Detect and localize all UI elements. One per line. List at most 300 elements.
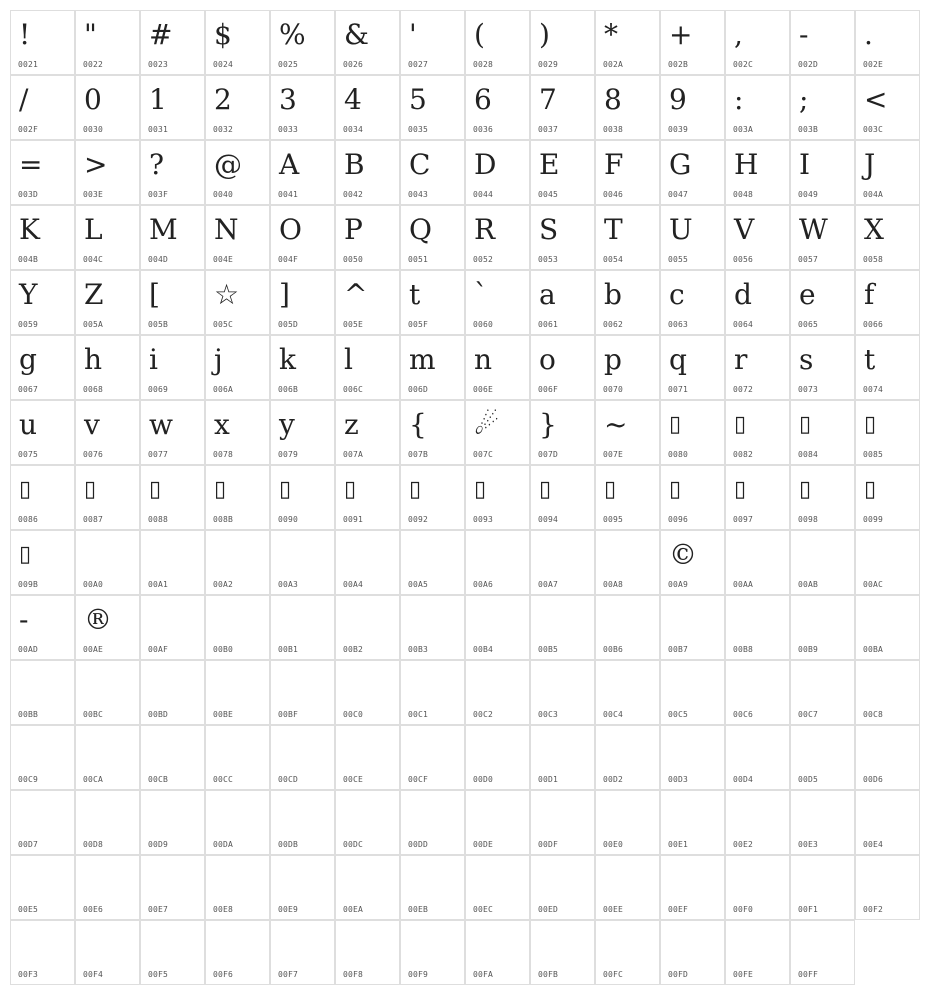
glyph-sample: D bbox=[474, 148, 497, 181]
glyph-codepoint: 0094 bbox=[538, 515, 559, 524]
glyph-sample: A bbox=[279, 148, 300, 181]
glyph-cell bbox=[725, 530, 790, 595]
glyph-cell bbox=[10, 660, 75, 725]
glyph-codepoint: 002E bbox=[863, 60, 884, 69]
glyph-codepoint: 0060 bbox=[473, 320, 494, 329]
glyph-codepoint: 0024 bbox=[213, 60, 234, 69]
glyph-sample: T bbox=[604, 213, 623, 246]
glyph-codepoint: 00C7 bbox=[798, 710, 819, 719]
glyph-cell bbox=[270, 595, 335, 660]
glyph-cell bbox=[725, 270, 790, 335]
glyph-codepoint: 0069 bbox=[148, 385, 169, 394]
glyph-cell bbox=[790, 595, 855, 660]
glyph-cell bbox=[530, 270, 595, 335]
glyph-sample: d bbox=[734, 278, 752, 311]
glyph-cell bbox=[530, 660, 595, 725]
glyph-sample: q bbox=[669, 343, 687, 376]
glyph-codepoint: 00EE bbox=[603, 905, 624, 914]
glyph-cell bbox=[725, 595, 790, 660]
glyph-codepoint: 00E5 bbox=[18, 905, 39, 914]
glyph-codepoint: 0041 bbox=[278, 190, 299, 199]
glyph-codepoint: 00AC bbox=[863, 580, 884, 589]
glyph-codepoint: 0066 bbox=[863, 320, 884, 329]
glyph-cell bbox=[10, 10, 75, 75]
glyph-cell bbox=[465, 205, 530, 270]
glyph-codepoint: 00D4 bbox=[733, 775, 754, 784]
glyph-codepoint: 00B3 bbox=[408, 645, 429, 654]
glyph-sample: & bbox=[344, 18, 369, 51]
glyph-cell bbox=[725, 205, 790, 270]
glyph-sample: 1 bbox=[149, 83, 167, 116]
glyph-cell bbox=[530, 920, 595, 985]
glyph-cell bbox=[335, 725, 400, 790]
glyph-codepoint: 0025 bbox=[278, 60, 299, 69]
glyph-sample: ▯ bbox=[279, 477, 292, 502]
glyph-sample: l bbox=[344, 343, 353, 376]
glyph-cell bbox=[140, 10, 205, 75]
glyph-cell bbox=[270, 660, 335, 725]
glyph-sample: H bbox=[734, 148, 759, 181]
glyph-cell bbox=[205, 335, 270, 400]
glyph-codepoint: 00B0 bbox=[213, 645, 234, 654]
glyph-codepoint: 0073 bbox=[798, 385, 819, 394]
glyph-cell bbox=[725, 725, 790, 790]
glyph-codepoint: 0032 bbox=[213, 125, 234, 134]
glyph-cell bbox=[10, 335, 75, 400]
glyph-cell bbox=[725, 10, 790, 75]
glyph-cell bbox=[270, 10, 335, 75]
glyph-sample: x bbox=[214, 408, 230, 441]
glyph-cell bbox=[10, 855, 75, 920]
glyph-codepoint: 00E3 bbox=[798, 840, 819, 849]
glyph-codepoint: 00C9 bbox=[18, 775, 39, 784]
glyph-codepoint: 00AE bbox=[83, 645, 104, 654]
glyph-sample: Z bbox=[84, 278, 104, 311]
glyph-cell bbox=[855, 400, 920, 465]
glyph-codepoint: 0051 bbox=[408, 255, 429, 264]
glyph-codepoint: 00A8 bbox=[603, 580, 624, 589]
glyph-cell bbox=[205, 400, 270, 465]
glyph-codepoint: 0091 bbox=[343, 515, 364, 524]
glyph-sample: t bbox=[864, 343, 876, 376]
glyph-codepoint: 0092 bbox=[408, 515, 429, 524]
glyph-cell bbox=[335, 530, 400, 595]
glyph-cell bbox=[400, 725, 465, 790]
glyph-sample: ? bbox=[149, 148, 165, 181]
glyph-sample: ] bbox=[279, 278, 290, 311]
glyph-sample: . bbox=[864, 18, 873, 51]
glyph-sample: g bbox=[19, 343, 37, 376]
glyph-codepoint: 0030 bbox=[83, 125, 104, 134]
glyph-cell bbox=[10, 465, 75, 530]
glyph-sample: F bbox=[604, 148, 624, 181]
glyph-codepoint: 0046 bbox=[603, 190, 624, 199]
glyph-cell bbox=[530, 595, 595, 660]
glyph-cell bbox=[595, 725, 660, 790]
glyph-codepoint: 00AD bbox=[18, 645, 39, 654]
glyph-cell bbox=[595, 530, 660, 595]
glyph-cell bbox=[465, 595, 530, 660]
glyph-cell bbox=[465, 920, 530, 985]
glyph-sample: ▯ bbox=[474, 477, 487, 502]
glyph-codepoint: 00E4 bbox=[863, 840, 884, 849]
glyph-codepoint: 00C0 bbox=[343, 710, 364, 719]
glyph-codepoint: 00E6 bbox=[83, 905, 104, 914]
glyph-codepoint: 003C bbox=[863, 125, 884, 134]
glyph-cell bbox=[660, 920, 725, 985]
glyph-sample: [ bbox=[149, 278, 160, 311]
glyph-codepoint: 00FD bbox=[668, 970, 689, 979]
glyph-cell bbox=[75, 530, 140, 595]
glyph-cell bbox=[595, 335, 660, 400]
glyph-sample: U bbox=[669, 213, 693, 246]
glyph-cell bbox=[400, 270, 465, 335]
glyph-codepoint: 00B5 bbox=[538, 645, 559, 654]
glyph-cell bbox=[140, 465, 205, 530]
glyph-cell bbox=[140, 660, 205, 725]
glyph-codepoint: 00C2 bbox=[473, 710, 494, 719]
glyph-codepoint: 00E0 bbox=[603, 840, 624, 849]
glyph-cell bbox=[400, 465, 465, 530]
glyph-cell bbox=[790, 270, 855, 335]
glyph-codepoint: 00CF bbox=[408, 775, 429, 784]
glyph-sample: O bbox=[279, 213, 302, 246]
glyph-sample: ~ bbox=[604, 408, 628, 441]
glyph-codepoint: 0096 bbox=[668, 515, 689, 524]
glyph-cell bbox=[75, 465, 140, 530]
glyph-codepoint: 0045 bbox=[538, 190, 559, 199]
glyph-sample: c bbox=[669, 278, 685, 311]
glyph-codepoint: 003F bbox=[148, 190, 169, 199]
glyph-codepoint: 002B bbox=[668, 60, 689, 69]
glyph-cell bbox=[400, 790, 465, 855]
glyph-cell bbox=[725, 660, 790, 725]
glyph-codepoint: 0080 bbox=[668, 450, 689, 459]
glyph-sample: i bbox=[149, 343, 158, 376]
glyph-sample: { bbox=[409, 408, 427, 441]
glyph-codepoint: 0037 bbox=[538, 125, 559, 134]
glyph-codepoint: 004D bbox=[148, 255, 169, 264]
glyph-cell bbox=[270, 920, 335, 985]
glyph-sample: p bbox=[604, 343, 622, 376]
glyph-cell bbox=[75, 75, 140, 140]
glyph-codepoint: 0040 bbox=[213, 190, 234, 199]
glyph-cell bbox=[595, 400, 660, 465]
glyph-cell bbox=[530, 140, 595, 205]
glyph-cell bbox=[595, 660, 660, 725]
glyph-cell bbox=[270, 75, 335, 140]
glyph-cell bbox=[465, 270, 530, 335]
glyph-codepoint: 003D bbox=[18, 190, 39, 199]
glyph-codepoint: 0070 bbox=[603, 385, 624, 394]
glyph-sample: / bbox=[19, 83, 29, 116]
glyph-codepoint: 00FF bbox=[798, 970, 819, 979]
glyph-codepoint: 00A9 bbox=[668, 580, 689, 589]
glyph-codepoint: 0042 bbox=[343, 190, 364, 199]
glyph-sample: < bbox=[864, 83, 888, 116]
glyph-cell bbox=[10, 75, 75, 140]
glyph-sample: , bbox=[734, 18, 743, 51]
glyph-codepoint: 00DD bbox=[408, 840, 429, 849]
glyph-codepoint: 008B bbox=[213, 515, 234, 524]
glyph-codepoint: 00D1 bbox=[538, 775, 559, 784]
glyph-codepoint: 00F4 bbox=[83, 970, 104, 979]
glyph-sample: m bbox=[409, 343, 436, 376]
glyph-cell bbox=[10, 140, 75, 205]
glyph-sample: © bbox=[669, 538, 697, 571]
glyph-cell bbox=[400, 75, 465, 140]
glyph-codepoint: 00A3 bbox=[278, 580, 299, 589]
glyph-sample: b bbox=[604, 278, 622, 311]
glyph-codepoint: 0054 bbox=[603, 255, 624, 264]
glyph-cell bbox=[205, 790, 270, 855]
glyph-sample: 2 bbox=[214, 83, 232, 116]
glyph-codepoint: 00B8 bbox=[733, 645, 754, 654]
glyph-cell bbox=[205, 140, 270, 205]
glyph-codepoint: 005F bbox=[408, 320, 429, 329]
glyph-cell bbox=[205, 660, 270, 725]
glyph-cell bbox=[725, 75, 790, 140]
glyph-cell bbox=[400, 530, 465, 595]
glyph-sample: ( bbox=[474, 18, 485, 51]
glyph-cell bbox=[660, 465, 725, 530]
glyph-codepoint: 00B6 bbox=[603, 645, 624, 654]
glyph-cell bbox=[595, 140, 660, 205]
glyph-cell bbox=[465, 335, 530, 400]
glyph-codepoint: 00D0 bbox=[473, 775, 494, 784]
glyph-codepoint: 00E9 bbox=[278, 905, 299, 914]
glyph-codepoint: 0038 bbox=[603, 125, 624, 134]
glyph-sample: r bbox=[734, 343, 748, 376]
glyph-cell bbox=[75, 920, 140, 985]
glyph-cell bbox=[855, 140, 920, 205]
glyph-cell bbox=[855, 595, 920, 660]
glyph-codepoint: 0068 bbox=[83, 385, 104, 394]
glyph-codepoint: 00A0 bbox=[83, 580, 104, 589]
glyph-codepoint: 0036 bbox=[473, 125, 494, 134]
glyph-sample: ▯ bbox=[864, 477, 877, 502]
glyph-codepoint: 006E bbox=[473, 385, 494, 394]
glyph-cell bbox=[725, 140, 790, 205]
glyph-codepoint: 0050 bbox=[343, 255, 364, 264]
glyph-cell bbox=[595, 75, 660, 140]
glyph-cell bbox=[400, 920, 465, 985]
glyph-codepoint: 0055 bbox=[668, 255, 689, 264]
glyph-codepoint: 00F6 bbox=[213, 970, 234, 979]
glyph-cell bbox=[530, 75, 595, 140]
glyph-codepoint: 00FB bbox=[538, 970, 559, 979]
glyph-cell bbox=[10, 530, 75, 595]
glyph-codepoint: 0039 bbox=[668, 125, 689, 134]
glyph-codepoint: 00DC bbox=[343, 840, 364, 849]
glyph-codepoint: 0059 bbox=[18, 320, 39, 329]
glyph-codepoint: 00F2 bbox=[863, 905, 884, 914]
glyph-cell bbox=[595, 205, 660, 270]
glyph-cell bbox=[530, 10, 595, 75]
glyph-sample: 9 bbox=[669, 83, 687, 116]
glyph-codepoint: 00F0 bbox=[733, 905, 754, 914]
glyph-codepoint: 004B bbox=[18, 255, 39, 264]
glyph-cell bbox=[530, 335, 595, 400]
glyph-codepoint: 0079 bbox=[278, 450, 299, 459]
glyph-cell bbox=[725, 465, 790, 530]
glyph-codepoint: 006D bbox=[408, 385, 429, 394]
glyph-codepoint: 002F bbox=[18, 125, 39, 134]
glyph-codepoint: 00CE bbox=[343, 775, 364, 784]
glyph-codepoint: 00FC bbox=[603, 970, 624, 979]
glyph-sample: ' bbox=[409, 18, 417, 51]
glyph-sample: ▯ bbox=[864, 412, 877, 437]
glyph-codepoint: 00D6 bbox=[863, 775, 884, 784]
glyph-cell bbox=[595, 595, 660, 660]
glyph-sample: ^ bbox=[344, 278, 368, 311]
glyph-sample: w bbox=[149, 408, 173, 441]
glyph-sample: ▯ bbox=[19, 477, 32, 502]
glyph-codepoint: 00D8 bbox=[83, 840, 104, 849]
glyph-cell bbox=[855, 660, 920, 725]
glyph-codepoint: 00CC bbox=[213, 775, 234, 784]
glyph-codepoint: 00EA bbox=[343, 905, 364, 914]
glyph-sample: k bbox=[279, 343, 296, 376]
glyph-sample: + bbox=[669, 18, 693, 51]
glyph-sample: L bbox=[84, 213, 103, 246]
glyph-sample: * bbox=[604, 18, 618, 51]
glyph-cell bbox=[400, 205, 465, 270]
glyph-cell bbox=[75, 660, 140, 725]
glyph-codepoint: 004E bbox=[213, 255, 234, 264]
glyph-codepoint: 00A6 bbox=[473, 580, 494, 589]
glyph-codepoint: 00EF bbox=[668, 905, 689, 914]
glyph-cell bbox=[790, 530, 855, 595]
glyph-sample: W bbox=[799, 213, 828, 246]
glyph-cell bbox=[75, 725, 140, 790]
glyph-cell bbox=[335, 75, 400, 140]
glyph-codepoint: 0026 bbox=[343, 60, 364, 69]
glyph-sample: = bbox=[19, 148, 43, 181]
glyph-codepoint: 00DB bbox=[278, 840, 299, 849]
glyph-sample: P bbox=[344, 213, 363, 246]
glyph-codepoint: 00C5 bbox=[668, 710, 689, 719]
glyph-cell bbox=[75, 855, 140, 920]
glyph-sample: : bbox=[734, 83, 744, 116]
glyph-sample: " bbox=[84, 18, 97, 51]
glyph-codepoint: 0075 bbox=[18, 450, 39, 459]
glyph-codepoint: 00BD bbox=[148, 710, 169, 719]
glyph-cell bbox=[140, 270, 205, 335]
glyph-sample: E bbox=[539, 148, 560, 181]
glyph-sample: f bbox=[864, 278, 875, 311]
glyph-codepoint: 006F bbox=[538, 385, 559, 394]
glyph-sample: C bbox=[409, 148, 431, 181]
glyph-codepoint: 0090 bbox=[278, 515, 299, 524]
glyph-codepoint: 002A bbox=[603, 60, 624, 69]
glyph-cell bbox=[855, 725, 920, 790]
glyph-codepoint: 00D7 bbox=[18, 840, 39, 849]
glyph-sample: 6 bbox=[474, 83, 492, 116]
glyph-cell bbox=[790, 140, 855, 205]
glyph-cell bbox=[465, 75, 530, 140]
glyph-cell bbox=[530, 855, 595, 920]
glyph-sample: V bbox=[734, 213, 755, 246]
glyph-codepoint: 0071 bbox=[668, 385, 689, 394]
glyph-codepoint: 00B1 bbox=[278, 645, 299, 654]
glyph-sample: s bbox=[799, 343, 814, 376]
glyph-codepoint: 007A bbox=[343, 450, 364, 459]
glyph-cell bbox=[140, 595, 205, 660]
glyph-codepoint: 0021 bbox=[18, 60, 39, 69]
glyph-cell bbox=[530, 725, 595, 790]
glyph-sample: I bbox=[799, 148, 811, 181]
glyph-codepoint: 005B bbox=[148, 320, 169, 329]
glyph-sample: ▯ bbox=[604, 477, 617, 502]
glyph-cell bbox=[205, 10, 270, 75]
glyph-codepoint: 0098 bbox=[798, 515, 819, 524]
glyph-sample: y bbox=[279, 408, 295, 441]
glyph-codepoint: 0052 bbox=[473, 255, 494, 264]
glyph-codepoint: 00C4 bbox=[603, 710, 624, 719]
glyph-sample: ▯ bbox=[84, 477, 97, 502]
glyph-codepoint: 0034 bbox=[343, 125, 364, 134]
glyph-codepoint: 00E8 bbox=[213, 905, 234, 914]
glyph-codepoint: 00AB bbox=[798, 580, 819, 589]
glyph-cell bbox=[270, 790, 335, 855]
glyph-cell bbox=[465, 530, 530, 595]
glyph-codepoint: 00F9 bbox=[408, 970, 429, 979]
glyph-cell bbox=[660, 595, 725, 660]
glyph-codepoint: 007B bbox=[408, 450, 429, 459]
glyph-codepoint: 00CD bbox=[278, 775, 299, 784]
glyph-cell bbox=[660, 530, 725, 595]
glyph-sample: ▯ bbox=[344, 477, 357, 502]
glyph-sample: o bbox=[539, 343, 556, 376]
glyph-sample: Y bbox=[19, 278, 38, 311]
glyph-codepoint: 00F8 bbox=[343, 970, 364, 979]
glyph-cell bbox=[400, 10, 465, 75]
glyph-sample: ▯ bbox=[214, 477, 227, 502]
glyph-cell bbox=[790, 920, 855, 985]
glyph-codepoint: 00AA bbox=[733, 580, 754, 589]
glyph-cell bbox=[855, 270, 920, 335]
glyph-cell bbox=[465, 465, 530, 530]
glyph-codepoint: 007C bbox=[473, 450, 494, 459]
glyph-sample: > bbox=[84, 148, 108, 181]
glyph-codepoint: 004C bbox=[83, 255, 104, 264]
glyph-cell bbox=[660, 335, 725, 400]
glyph-codepoint: 00BB bbox=[18, 710, 39, 719]
glyph-codepoint: 0062 bbox=[603, 320, 624, 329]
glyph-cell bbox=[855, 790, 920, 855]
glyph-codepoint: 00F5 bbox=[148, 970, 169, 979]
glyph-sample: @ bbox=[214, 148, 242, 181]
glyph-cell bbox=[205, 595, 270, 660]
glyph-codepoint: 0099 bbox=[863, 515, 884, 524]
glyph-sample: $ bbox=[214, 18, 232, 51]
glyph-codepoint: 004F bbox=[278, 255, 299, 264]
glyph-codepoint: 00CA bbox=[83, 775, 104, 784]
glyph-cell bbox=[270, 140, 335, 205]
glyph-cell bbox=[335, 660, 400, 725]
glyph-codepoint: 00DE bbox=[473, 840, 494, 849]
glyph-cell bbox=[270, 335, 335, 400]
glyph-cell bbox=[335, 270, 400, 335]
glyph-cell bbox=[725, 855, 790, 920]
glyph-codepoint: 0084 bbox=[798, 450, 819, 459]
glyph-codepoint: 00D9 bbox=[148, 840, 169, 849]
glyph-codepoint: 0063 bbox=[668, 320, 689, 329]
glyph-codepoint: 0047 bbox=[668, 190, 689, 199]
glyph-sample: G bbox=[669, 148, 692, 181]
glyph-codepoint: 0028 bbox=[473, 60, 494, 69]
